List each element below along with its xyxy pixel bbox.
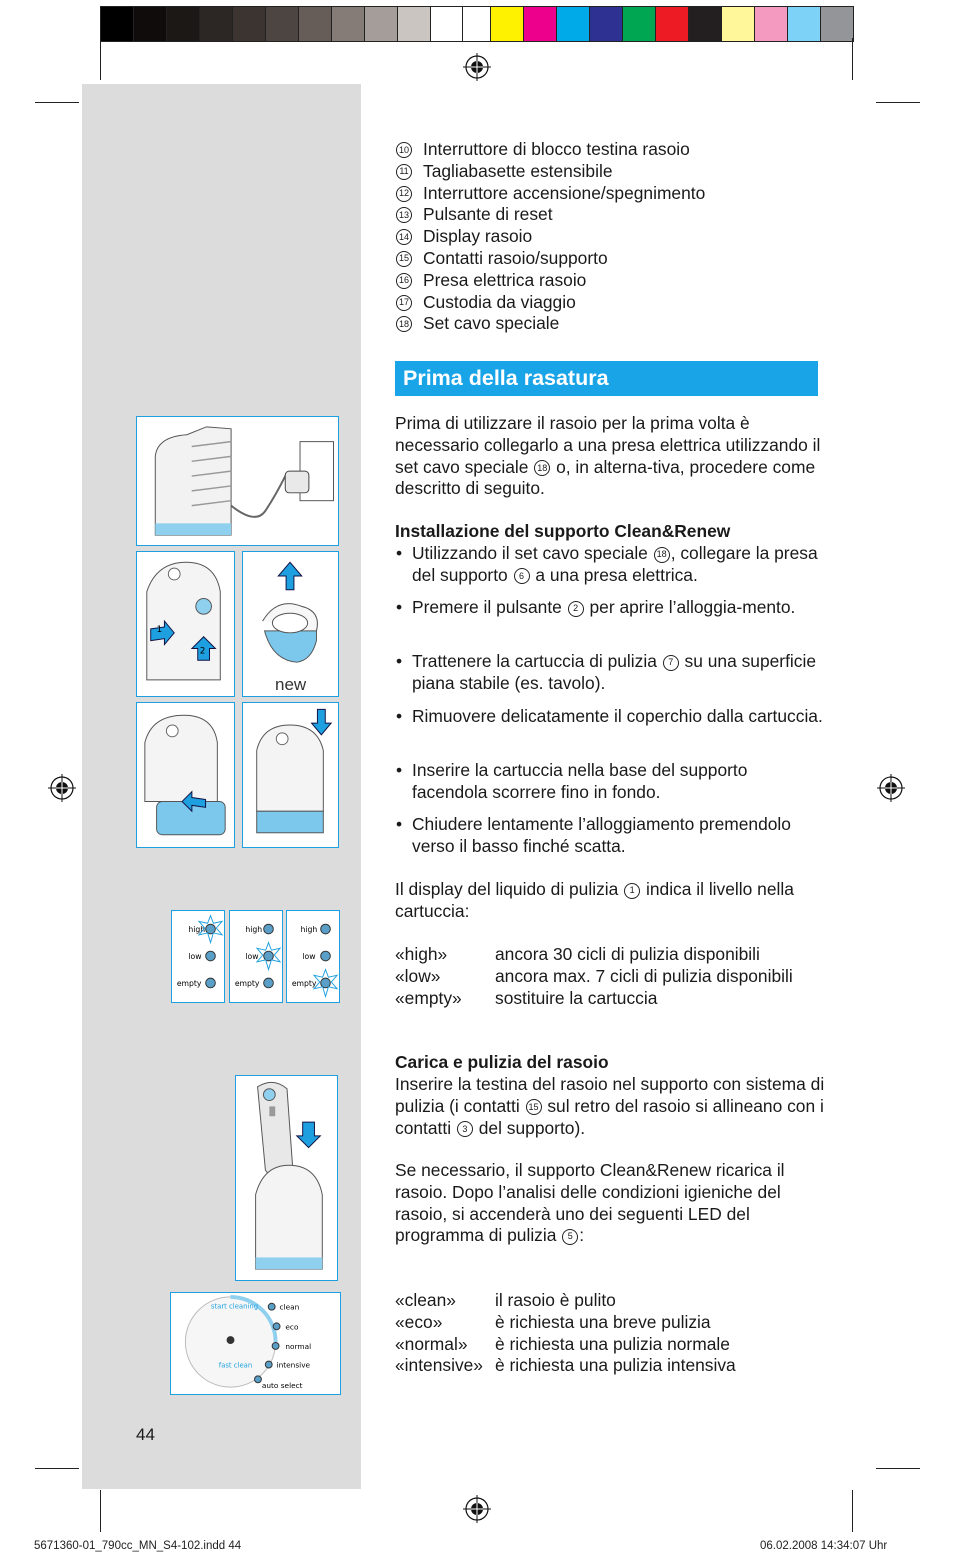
ref-number: 17 xyxy=(396,295,412,311)
color-swatch xyxy=(134,7,167,41)
recharge-paragraph xyxy=(395,1160,825,1247)
bullet-text: a una presa elettrica. xyxy=(530,564,698,585)
bullet-text: , collegare la presa del supporto xyxy=(412,543,818,585)
figure-open-housing xyxy=(136,551,235,697)
bullet-item: • Inserire la cartuccia nella base del supporto facendola scorrere fino in fondo. xyxy=(395,760,825,804)
level-value: ancora max. 7 cicli di pulizia disponibili xyxy=(495,965,793,986)
recharge-text: : xyxy=(579,1225,585,1246)
component-label: Tagliabasette estensibile xyxy=(423,160,613,181)
program-key: «normal» xyxy=(395,1333,468,1354)
color-swatch xyxy=(332,7,365,41)
ref-number: 16 xyxy=(396,273,412,289)
level-empty-label: empty xyxy=(176,978,202,988)
registration-mark-icon xyxy=(463,53,491,81)
section-title: Prima della rasatura xyxy=(403,366,609,390)
level-high-label: high xyxy=(300,924,318,934)
figure-level-low xyxy=(229,910,283,1003)
ref-number: 10 xyxy=(396,142,412,158)
program-value: è richiesta una breve pulizia xyxy=(495,1311,711,1332)
component-list xyxy=(395,139,820,335)
level-value: ancora 30 cicli di pulizia disponibili xyxy=(495,944,760,964)
color-swatch xyxy=(491,7,524,41)
bullet-item xyxy=(395,597,825,619)
level-definitions xyxy=(395,944,825,1009)
led-intensive-label: intensive xyxy=(276,1360,311,1370)
figure-station-plugged xyxy=(136,416,339,546)
component-label: Pulsante di reset xyxy=(423,204,553,225)
color-swatch xyxy=(557,7,590,41)
insert-cartridge-illustration xyxy=(137,703,234,847)
bullet-item: • Chiudere lentamente l’alloggiamento premendolo verso il basso finché scatta. xyxy=(395,814,825,858)
led-eco-label: eco xyxy=(285,1322,299,1332)
close-housing-illustration xyxy=(243,703,338,847)
bullet-text: Utilizzando il set cavo speciale xyxy=(412,543,653,563)
display-info-text: indica il livello nella cartuccia: xyxy=(395,879,794,921)
program-value: è richiesta una pulizia intensiva xyxy=(495,1355,736,1376)
led-clean-label: clean xyxy=(279,1302,300,1312)
shaver-station-illustration xyxy=(236,1076,337,1280)
color-swatch xyxy=(755,7,788,41)
ref-number: 15 xyxy=(396,251,412,267)
display-info-text: Il display del liquido di pulizia xyxy=(395,879,624,899)
registration-mark-icon xyxy=(48,774,76,802)
component-list-item xyxy=(395,270,820,292)
crop-mark xyxy=(852,38,853,80)
component-label: Display rasoio xyxy=(423,226,533,247)
figure-level-empty xyxy=(286,910,340,1003)
level-high-label: high xyxy=(188,924,206,934)
color-swatch xyxy=(101,7,134,41)
figure-new-cartridge xyxy=(242,551,339,697)
bullet-item: • Rimuovere delicatamente il coperchio dalla cartuccia. xyxy=(395,706,825,728)
component-list-item xyxy=(395,226,820,248)
bullet-item xyxy=(395,543,825,587)
color-swatch xyxy=(365,7,398,41)
crop-mark xyxy=(35,102,79,103)
ref-number: 1 xyxy=(624,883,640,899)
color-swatch xyxy=(821,7,853,41)
ref-number: 11 xyxy=(396,164,412,180)
level-display-empty xyxy=(287,911,339,1002)
program-row xyxy=(395,1355,825,1377)
ref-number: 12 xyxy=(396,186,412,202)
color-swatch xyxy=(623,7,656,41)
level-key: «high» xyxy=(395,944,448,964)
section-heading-band xyxy=(395,361,818,396)
led-auto-select-label: auto select xyxy=(261,1381,303,1391)
figure-insert-cartridge xyxy=(136,702,235,848)
component-list-item xyxy=(395,161,820,183)
color-swatch xyxy=(233,7,266,41)
crop-mark xyxy=(35,1468,79,1469)
colorbar-gap xyxy=(463,7,491,41)
ref-number: 3 xyxy=(457,1121,473,1137)
ref-number: 18 xyxy=(396,316,412,332)
charging-heading: Carica e pulizia del rasoio xyxy=(395,1052,609,1072)
crop-mark xyxy=(876,102,920,103)
intro-paragraph xyxy=(395,413,825,500)
ref-number: 18 xyxy=(534,460,550,476)
installation-heading: Installazione del supporto Clean&Renew xyxy=(395,521,731,541)
page-number: 44 xyxy=(136,1425,155,1444)
program-row xyxy=(395,1334,825,1356)
bullet-item xyxy=(395,651,825,695)
footer-filename: 5671360-01_790cc_MN_S4-102.indd 44 xyxy=(34,1540,242,1552)
program-definitions xyxy=(395,1290,825,1377)
program-key: «intensive» xyxy=(395,1355,483,1376)
level-low-label: low xyxy=(188,951,202,961)
ref-number: 2 xyxy=(568,601,584,617)
component-label: Set cavo speciale xyxy=(423,313,560,334)
color-swatch xyxy=(200,7,233,41)
level-key: «low» xyxy=(395,965,441,986)
start-cleaning-label: start cleaning xyxy=(210,1302,259,1311)
program-leds-illustration xyxy=(171,1293,340,1394)
display-info-paragraph xyxy=(395,879,825,923)
bullet-text: Premere il pulsante xyxy=(412,597,567,617)
color-swatch xyxy=(524,7,557,41)
fast-clean-label: fast clean xyxy=(218,1361,253,1370)
led-normal-label: normal xyxy=(285,1341,312,1351)
color-swatch xyxy=(266,7,299,41)
bullet-text: su una superficie piana stabile (es. tavolo). xyxy=(412,651,817,693)
program-row xyxy=(395,1312,825,1334)
crop-mark xyxy=(100,1490,101,1532)
color-swatch xyxy=(167,7,200,41)
intro-text: Prima di utilizzare il rasoio per la prima volta è necessario collegarlo a una presa elettrica utilizzando il set cavo speciale xyxy=(395,413,821,477)
ref-number: 5 xyxy=(562,1229,578,1245)
level-display-low xyxy=(230,911,282,1002)
component-label: Contatti rasoio/supporto xyxy=(423,247,608,268)
level-display-high xyxy=(172,911,224,1002)
color-calibration-bar xyxy=(100,6,854,42)
level-row xyxy=(395,944,825,966)
station-open-illustration xyxy=(137,552,234,696)
crop-mark xyxy=(100,38,101,80)
level-low-label: low xyxy=(302,951,316,961)
intro-text: o, in alterna-tiva, procedere come descritto di seguito. xyxy=(395,456,816,499)
level-high-label: high xyxy=(245,924,263,934)
registration-mark-icon xyxy=(877,774,905,802)
component-label: Presa elettrica rasoio xyxy=(423,269,587,290)
level-empty-label: empty xyxy=(291,978,317,988)
color-swatch xyxy=(590,7,623,41)
component-list-item xyxy=(395,248,820,270)
program-key: «clean» xyxy=(395,1290,456,1310)
figure-shaver-in-station xyxy=(235,1075,338,1281)
color-swatch xyxy=(788,7,821,41)
component-list-item xyxy=(395,204,820,226)
recharge-text: Se necessario, il supporto Clean&Renew ricarica il rasoio. Dopo l’analisi delle condizioni igieniche del rasoio, si accenderà uno dei seguenti LED del programma di pulizia xyxy=(395,1160,785,1246)
level-key: «empty» xyxy=(395,987,462,1008)
ref-number: 18 xyxy=(654,547,670,563)
bullet-text: per aprire l’alloggia-mento. xyxy=(584,597,796,617)
program-value: il rasoio è pulito xyxy=(495,1290,616,1310)
color-swatch xyxy=(689,7,722,41)
color-swatch xyxy=(722,7,755,41)
component-list-item xyxy=(395,139,820,161)
level-row xyxy=(395,988,825,1010)
footer-date: 06.02.2008 14:34:07 Uhr xyxy=(760,1540,888,1552)
color-swatch xyxy=(431,7,464,41)
program-row xyxy=(395,1290,825,1312)
color-swatch xyxy=(398,7,431,41)
figure-program-leds xyxy=(170,1292,341,1395)
charging-paragraph xyxy=(395,1074,825,1139)
ref-number: 14 xyxy=(396,229,412,245)
bullet-text: Trattenere la cartuccia di pulizia xyxy=(412,651,662,671)
component-label: Custodia da viaggio xyxy=(423,291,576,312)
crop-mark xyxy=(852,1490,853,1532)
ref-number: 7 xyxy=(663,655,679,671)
step-1-label: 1 xyxy=(156,624,163,635)
ref-number: 15 xyxy=(526,1099,542,1115)
figure-level-high xyxy=(171,910,225,1003)
level-row xyxy=(395,966,825,988)
charging-text: sul retro del rasoio si allineano con i contatti xyxy=(395,1095,824,1138)
step-2-label: 2 xyxy=(199,646,206,657)
component-list-item xyxy=(395,292,820,314)
program-key: «eco» xyxy=(395,1311,443,1332)
component-label: Interruttore accensione/spegnimento xyxy=(423,182,706,203)
level-value: sostituire la cartuccia xyxy=(495,987,658,1008)
registration-mark-icon xyxy=(463,1495,491,1523)
figure-close-housing xyxy=(242,702,339,848)
component-label: Interruttore di blocco testina rasoio xyxy=(423,139,690,159)
new-label: new xyxy=(275,675,307,694)
ref-number: 13 xyxy=(396,207,412,223)
program-value: è richiesta una pulizia normale xyxy=(495,1333,730,1354)
color-swatch xyxy=(299,7,332,41)
charging-text: del supporto). xyxy=(473,1117,586,1138)
cleaning-station-illustration xyxy=(137,417,338,545)
component-list-item xyxy=(395,183,820,205)
crop-mark xyxy=(876,1468,920,1469)
color-swatch xyxy=(656,7,689,41)
ref-number: 6 xyxy=(514,568,530,584)
level-empty-label: empty xyxy=(234,978,260,988)
component-list-item xyxy=(395,313,820,335)
charging-text: Inserire la testina del rasoio nel supporto con sistema di pulizia (i contatti xyxy=(395,1074,825,1116)
level-low-label: low xyxy=(245,951,259,961)
